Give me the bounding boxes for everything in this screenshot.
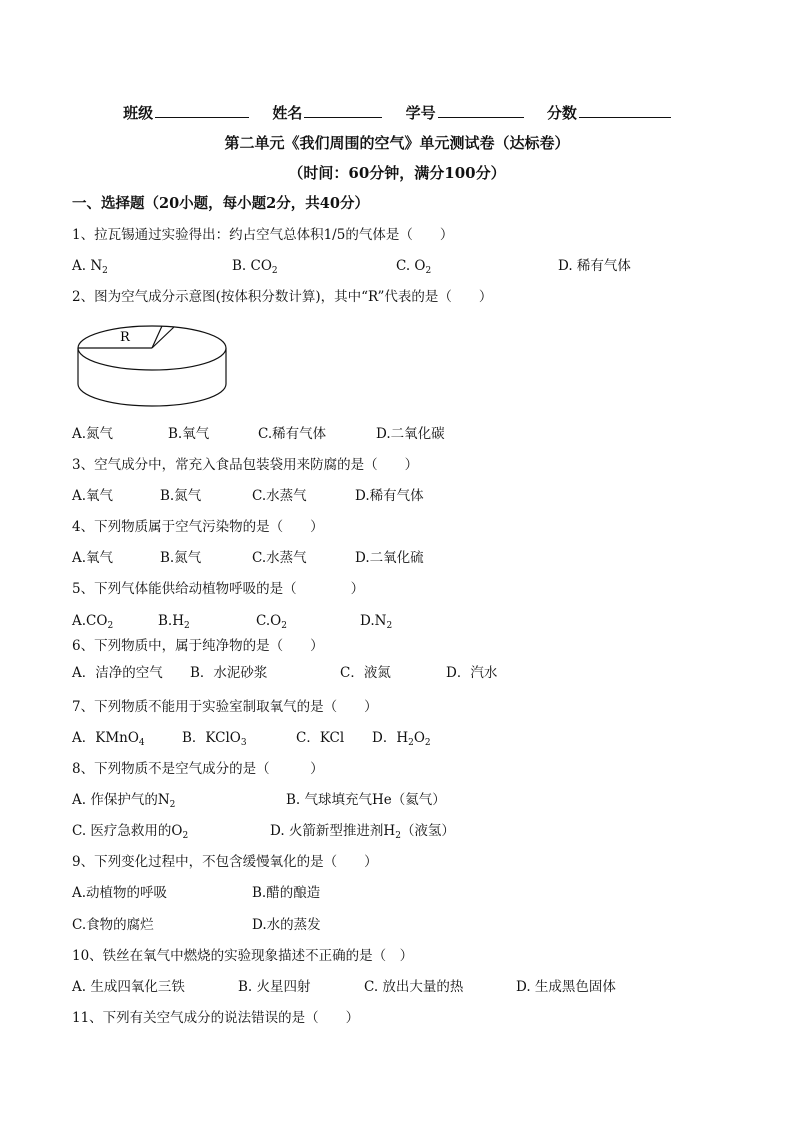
section-heading: 一、选择题（20小题，每小题2分，共40分）: [72, 195, 369, 212]
q8-option-c[interactable]: C. 医疗急救用的$O_2$: [72, 823, 189, 841]
question-1-stem: 1、拉瓦锡通过实验得出：约占空气总体积1/5的气体是（ ）: [72, 227, 454, 243]
q2-option-b[interactable]: B.氧气: [168, 426, 210, 442]
q6-option-b[interactable]: B．水泥砂浆: [190, 665, 268, 681]
q9-option-b[interactable]: B.醋的酿造: [252, 885, 321, 901]
q9-option-a[interactable]: A.动植物的呼吸: [72, 885, 168, 901]
q3-option-c[interactable]: C.水蒸气: [252, 488, 307, 504]
q6-option-d[interactable]: D．汽水: [446, 665, 498, 681]
q6-option-c[interactable]: C．液氮: [340, 665, 391, 681]
q10-option-a[interactable]: A. 生成四氧化三铁: [72, 979, 185, 995]
question-2-stem: 2、图为空气成分示意图(按体积分数计算)，其中“R”代表的是（ ）: [72, 289, 493, 305]
q10-option-c[interactable]: C. 放出大量的热: [364, 979, 464, 995]
class-blank[interactable]: [155, 103, 249, 118]
q4-option-d[interactable]: D.二氧化硫: [355, 550, 424, 566]
q3-option-b[interactable]: B.氮气: [160, 488, 202, 504]
score-blank[interactable]: [579, 103, 671, 118]
student-info-header: [0, 102, 794, 123]
q5-option-a[interactable]: $A.CO_2$: [72, 613, 114, 631]
q4-option-b[interactable]: B.氮气: [160, 550, 202, 566]
q2-option-a[interactable]: A.氮气: [72, 426, 114, 442]
q7-option-b[interactable]: B．KClO$_3$: [182, 730, 247, 748]
question-9-stem: 9、下列变化过程中，不包含缓慢氧化的是（ ）: [72, 854, 378, 870]
question-11-stem: 11、下列有关空气成分的说法错误的是（ ）: [72, 1010, 360, 1026]
name-blank[interactable]: [304, 103, 382, 118]
q4-option-a[interactable]: A.氧气: [72, 550, 114, 566]
q1-option-d[interactable]: D. 稀有气体: [558, 258, 631, 274]
q5-option-b[interactable]: $B.H_2$: [158, 613, 190, 631]
class-label: 班级: [123, 104, 154, 122]
q4-option-c[interactable]: C.水蒸气: [252, 550, 307, 566]
q2-option-c[interactable]: C.稀有气体: [258, 426, 327, 442]
question-8-stem: 8、下列物质不是空气成分的是（ ）: [72, 761, 324, 777]
q9-option-c[interactable]: C.食物的腐烂: [72, 917, 154, 933]
q5-option-c[interactable]: $C.O_2$: [256, 613, 287, 631]
page-subtitle: （时间：60分钟，满分100分）: [288, 164, 506, 182]
q5-option-d[interactable]: $D.N_2$: [360, 613, 393, 631]
id-blank[interactable]: [438, 103, 524, 118]
q7-option-c[interactable]: C．KCl: [296, 730, 345, 746]
q1-option-c[interactable]: C. $O_2$: [396, 258, 432, 276]
question-4-stem: 4、下列物质属于空气污染物的是（ ）: [72, 519, 324, 535]
question-6-stem: 6、下列物质中，属于纯净物的是（ ）: [72, 638, 324, 654]
q10-option-b[interactable]: B. 火星四射: [238, 979, 311, 995]
q8-option-a[interactable]: A. 作保护气的$N_2$: [72, 792, 176, 810]
q1-option-a[interactable]: A. $N_2$: [72, 258, 108, 276]
question-5-stem: 5、下列气体能供给动植物呼吸的是（ ）: [72, 581, 365, 597]
id-label: 学号: [405, 104, 436, 122]
q2-option-d[interactable]: D.二氧化碳: [376, 426, 445, 442]
q10-option-d[interactable]: D. 生成黑色固体: [516, 979, 616, 995]
question-3-stem: 3、空气成分中，常充入食品包装袋用来防腐的是（ ）: [72, 457, 419, 473]
score-label: 分数: [546, 104, 577, 122]
q7-option-d[interactable]: D．$H_2O_2$: [372, 730, 431, 748]
name-label: 姓名: [272, 104, 303, 122]
q3-option-a[interactable]: A.氧气: [72, 488, 114, 504]
q6-option-a[interactable]: A．洁净的空气: [72, 665, 163, 681]
q8-option-b[interactable]: B. 气球填充气He（氦气）: [286, 792, 446, 808]
question-7-stem: 7、下列物质不能用于实验室制取氧气的是（ ）: [72, 699, 378, 715]
question-10-stem: 10、铁丝在氧气中燃烧的实验现象描述不正确的是（ ）: [72, 948, 414, 964]
pie-label-r: R: [120, 330, 130, 345]
q9-option-d[interactable]: D.水的蒸发: [252, 917, 321, 933]
q3-option-d[interactable]: D.稀有气体: [355, 488, 424, 504]
q1-option-b[interactable]: B. $CO_2$: [232, 258, 278, 276]
page-title: 第二单元《我们周围的空气》单元测试卷（达标卷）: [224, 134, 570, 152]
air-composition-pie-figure: [74, 318, 230, 410]
q8-option-d[interactable]: D. 火箭新型推进剂$H_2$（液氢）: [270, 823, 455, 841]
q7-option-a[interactable]: A．KMnO$_4$: [72, 730, 145, 748]
